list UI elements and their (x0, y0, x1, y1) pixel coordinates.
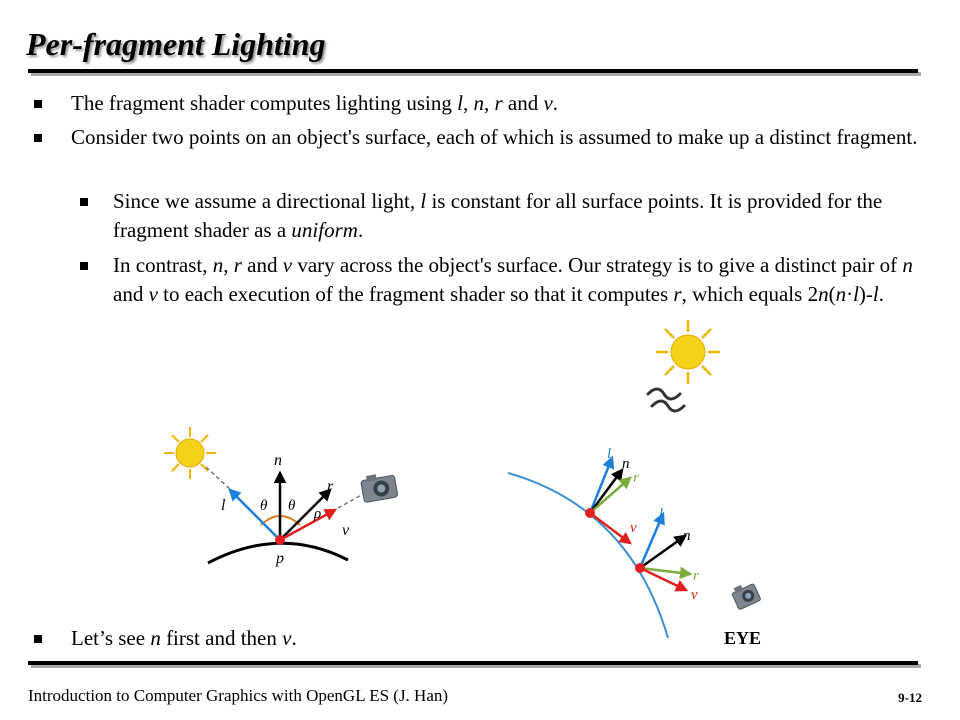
label-v: v (342, 522, 350, 539)
label-n2: n (683, 528, 691, 544)
bullet-text-run: and (241, 253, 283, 277)
sun-icon (656, 320, 720, 384)
surface-point (275, 535, 285, 545)
math-symbol: r (673, 282, 682, 306)
bullet-2 (42, 123, 922, 152)
bullet-text-run: . (552, 91, 559, 115)
bullet-text-run: , which equals 2 (681, 282, 819, 306)
math-symbol: n (902, 253, 913, 277)
light-vector (230, 490, 280, 540)
bullet-marker (34, 134, 42, 142)
sub-bullet-2 (86, 251, 916, 309)
bullet-text-run: first and then (160, 626, 283, 650)
bullet-text (86, 251, 916, 309)
math-symbol: v (282, 253, 293, 277)
footer-divider (28, 661, 918, 665)
bullet-text-run: . (357, 218, 364, 242)
reflection-diagram (160, 425, 420, 585)
bullet-text-run: and (502, 91, 544, 115)
math-symbol: n (212, 253, 224, 277)
title-divider (28, 69, 918, 73)
camera-icon (360, 471, 398, 503)
sun-icon (164, 427, 216, 479)
math-symbol: r (233, 253, 242, 277)
normal-vector-1 (590, 470, 622, 513)
slide-title: Per-fragment Lighting (26, 26, 326, 62)
bullet-text-run: Consider two points on an object's surface, each of which is assumed to make up a distinct fragment. (71, 125, 918, 149)
camera-icon (730, 580, 761, 610)
label-l2: l (659, 506, 664, 522)
bullet-text-run: · (846, 282, 854, 306)
bullet-text-run: ( (828, 282, 836, 306)
math-symbol: l (872, 282, 879, 306)
bullet-marker (34, 635, 42, 643)
bullet-text-run: )- (858, 282, 873, 306)
bullet-text-run: . (291, 626, 297, 650)
bullet-marker (80, 198, 88, 206)
math-symbol: uniform (291, 218, 358, 242)
bullet-text-run: and (113, 282, 149, 306)
math-symbol: n (835, 282, 847, 306)
label-theta-left: θ (260, 498, 268, 514)
page-number: 9-12 (898, 690, 922, 705)
bullet-text-run: vary across the object's surface. Our strategy is to give a distinct pair of (292, 253, 903, 277)
math-symbol: n (818, 282, 829, 306)
math-symbol: r (494, 91, 503, 115)
math-symbol: v (282, 626, 292, 650)
view-vector-1 (590, 513, 630, 543)
bullet-text-run: . (878, 282, 885, 306)
bullet-text-run: Since we assume a directional light, (113, 189, 421, 213)
math-symbol: v (543, 91, 553, 115)
bullet-text-run: Let’s see (71, 626, 151, 650)
fragment-point-2 (635, 563, 645, 573)
light-rays-icon (648, 389, 684, 411)
bullet-text-run: The fragment shader computes lighting using (71, 91, 458, 115)
label-v1: v (630, 520, 637, 536)
math-symbol: n (473, 91, 484, 115)
label-v2: v (691, 587, 698, 603)
bullet-text-run: , (462, 91, 474, 115)
bullet-text-run: In contrast, (113, 253, 213, 277)
bullet-marker (34, 100, 42, 108)
label-p: p (276, 550, 284, 567)
math-symbol: n (150, 626, 161, 650)
eye-label: EYE (724, 628, 762, 648)
bullet-text-run: to each execution of the fragment shader so that it computes (157, 282, 674, 306)
label-r1: r (633, 470, 639, 486)
sub-bullet-1 (86, 187, 916, 245)
label-n1: n (622, 456, 630, 472)
label-theta-right: θ (288, 498, 296, 514)
fragments-diagram (480, 318, 780, 648)
label-r: r (327, 478, 334, 495)
label-l1: l (607, 446, 612, 462)
bullet-1 (42, 89, 922, 118)
view-ray-dashed (338, 493, 365, 508)
math-symbol: l (853, 282, 859, 306)
footer-text: Introduction to Computer Graphics with OpenGL ES (J. Han) (28, 686, 449, 705)
bullet-marker (80, 262, 88, 270)
label-n: n (274, 452, 282, 469)
fragment-point-1 (585, 508, 595, 518)
light-ray-dashed (206, 467, 230, 489)
bullet-text (42, 123, 922, 152)
view-vector (280, 510, 335, 540)
bullet-text (86, 187, 916, 245)
math-symbol: l (420, 189, 427, 213)
math-symbol: v (148, 282, 158, 306)
label-l: l (221, 497, 226, 514)
math-symbol: l (457, 91, 463, 115)
bullet-text-run: , (223, 253, 234, 277)
bullet-text-run: , (483, 91, 495, 115)
label-rho: ρ (314, 506, 322, 522)
bullet-text-run: is constant for all surface points. It is provided for the fragment shader as a (113, 189, 883, 242)
label-r2: r (693, 568, 699, 584)
bullet-text (42, 89, 922, 118)
